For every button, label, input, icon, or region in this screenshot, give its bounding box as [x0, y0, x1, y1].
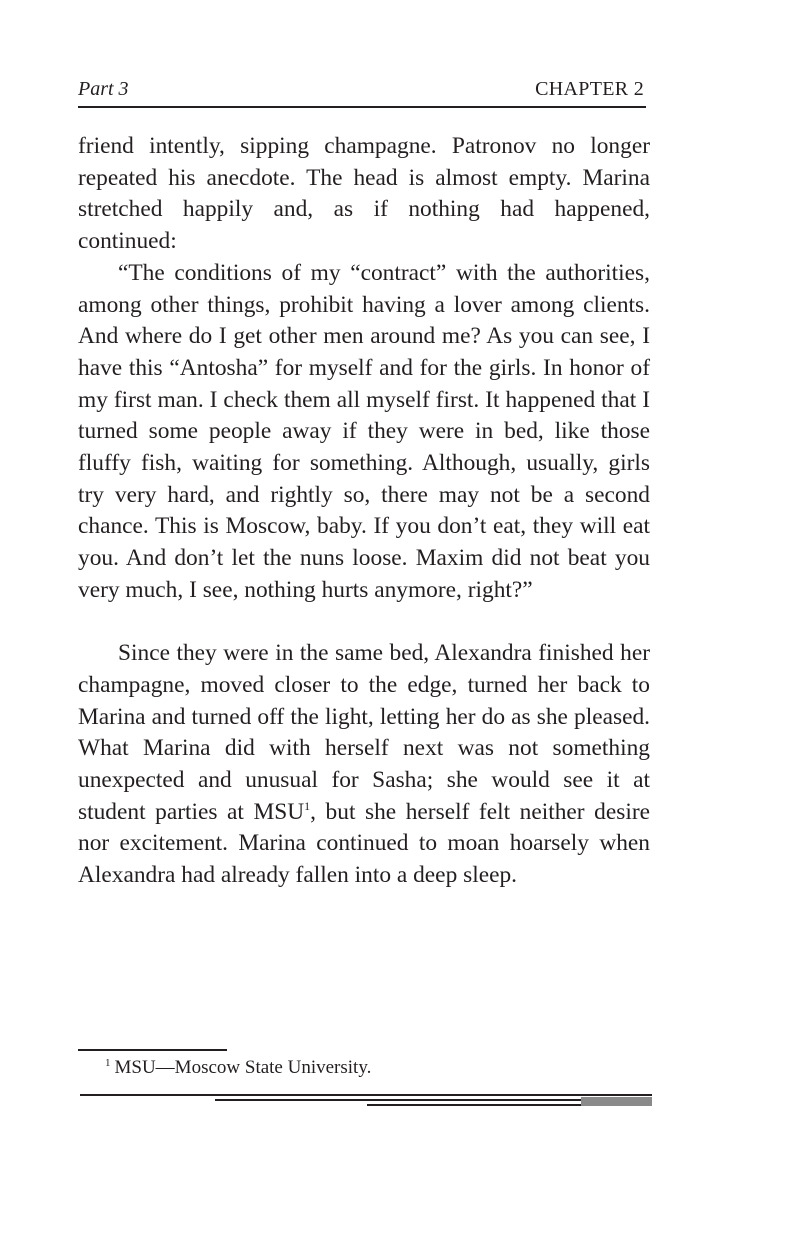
- footer-accent-bar: [581, 1097, 652, 1106]
- footnote-separator: [78, 1049, 227, 1051]
- footer-rule-1: [80, 1094, 652, 1096]
- footnote-reference: 1: [304, 798, 311, 813]
- running-header: [78, 76, 646, 108]
- paragraph-2: “The conditions of my “contract” with the authorities, among other things, prohibit having a lover among clients. And where do I get other men around me? As you can see, I have this “Antosha” for myself and for the girls. In honor of my first man. I check them all myself first. It happened that I turned some people away if they were in bed, like those fluffy fish, waiting for something. Although, usually, girls try very hard, and rightly so, there may not be a second chance. This is Moscow, baby. If you don’t eat, they will eat you. And don’t let the nuns loose. Maxim did not beat you very much, I see, nothing hurts anymore, right?”: [78, 259, 650, 603]
- paragraph-3-text-start: Since they were in the same bed, Alexandra finished her champagne, moved closer to the edge, turned her back to Marina and turned off the light, letting her do as she pleased. What Marina did with herself next was not something unexpected and unusual for Sasha; she would see it at student parties at MSU: [78, 640, 650, 825]
- footnote: [105, 1057, 371, 1079]
- footnote-marker: 1: [105, 1057, 111, 1069]
- footnote-text: MSU—Moscow State University.: [114, 1057, 372, 1078]
- part-label: Part 3: [78, 78, 129, 100]
- paragraph-1: friend intently, sipping champagne. Patronov no longer repeated his anecdote. The head is almost empty. Marina stretched happily and, as if nothing had happened, continued:: [78, 133, 650, 255]
- paragraph-3: [78, 638, 650, 892]
- chapter-label: CHAPTER 2: [535, 78, 644, 100]
- paragraph-3-text-end: , but she herself felt neither desire nor excitement. Marina continued to moan hoarsely when Alexandra had already fallen into a deep sleep.: [78, 798, 650, 889]
- body-text: [78, 131, 650, 892]
